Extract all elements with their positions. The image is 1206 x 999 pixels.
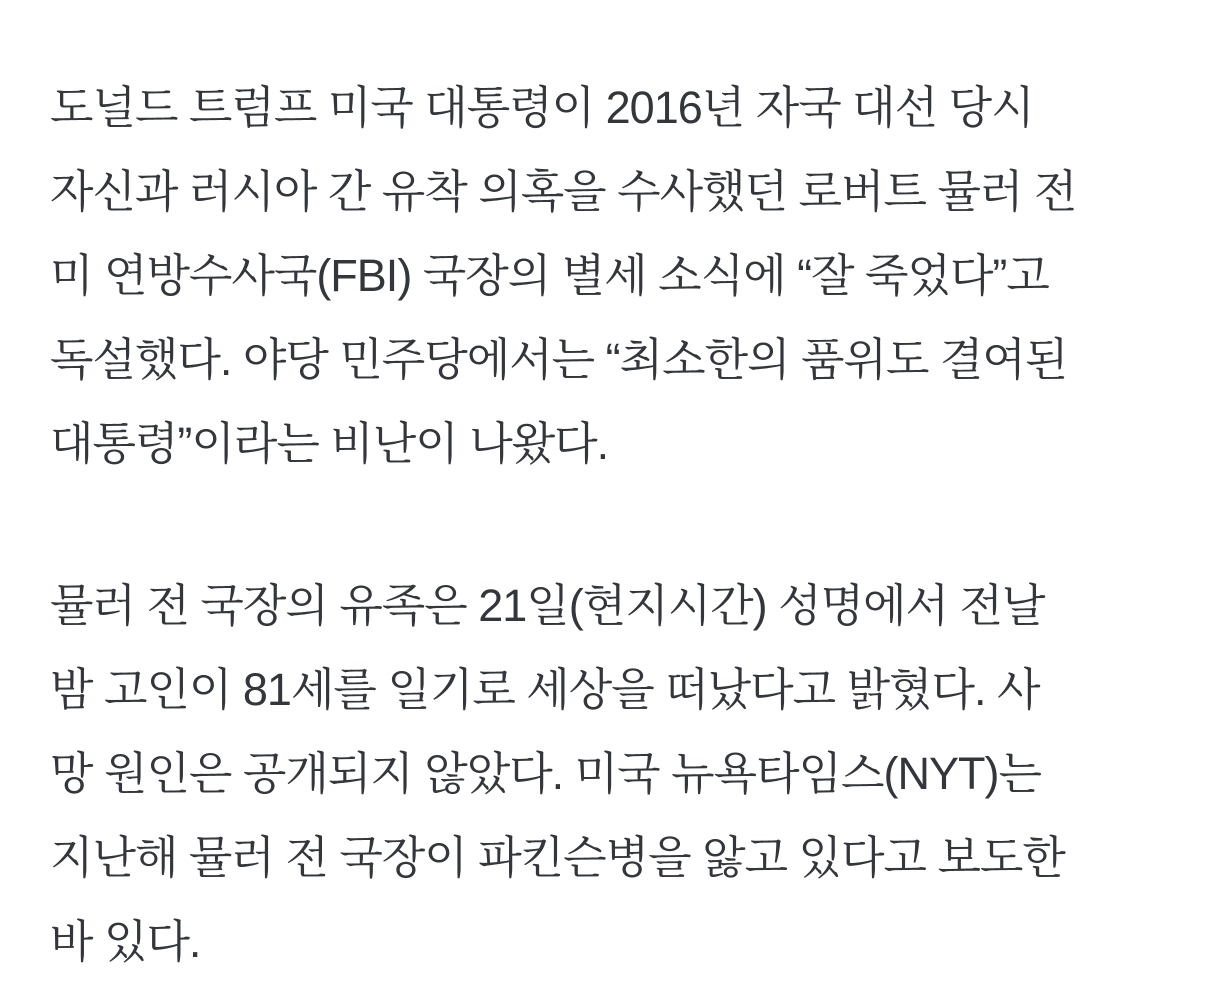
text-line: 미 연방수사국(FBI) 국장의 별세 소식에 “잘 죽었다”고 bbox=[50, 250, 1049, 301]
text-line: 뮬러 전 국장의 유족은 21일(현지시간) 성명에서 전날 bbox=[50, 580, 1045, 631]
text-line: 자신과 러시아 간 유착 의혹을 수사했던 로버트 뮬러 전 bbox=[50, 166, 1077, 217]
text-line: 도널드 트럼프 미국 대통령이 2016년 자국 대선 당시 bbox=[50, 82, 1034, 133]
text-line: 대통령”이라는 비난이 나왔다. bbox=[50, 418, 609, 469]
text-line: 망 원인은 공개되지 않았다. 미국 뉴욕타임스(NYT)는 bbox=[50, 748, 1041, 799]
text-line: 밤 고인이 81세를 일기로 세상을 떠났다고 밝혔다. 사 bbox=[50, 664, 1040, 715]
text-line: 지난해 뮬러 전 국장이 파킨슨병을 앓고 있다고 보도한 bbox=[50, 832, 1065, 883]
article-paragraph-2 bbox=[50, 564, 1160, 984]
text-line: 독설했다. 야당 민주당에서는 “최소한의 품위도 결여된 bbox=[50, 334, 1068, 385]
text-line: 바 있다. bbox=[50, 916, 201, 967]
article-paragraph-1 bbox=[50, 66, 1160, 486]
